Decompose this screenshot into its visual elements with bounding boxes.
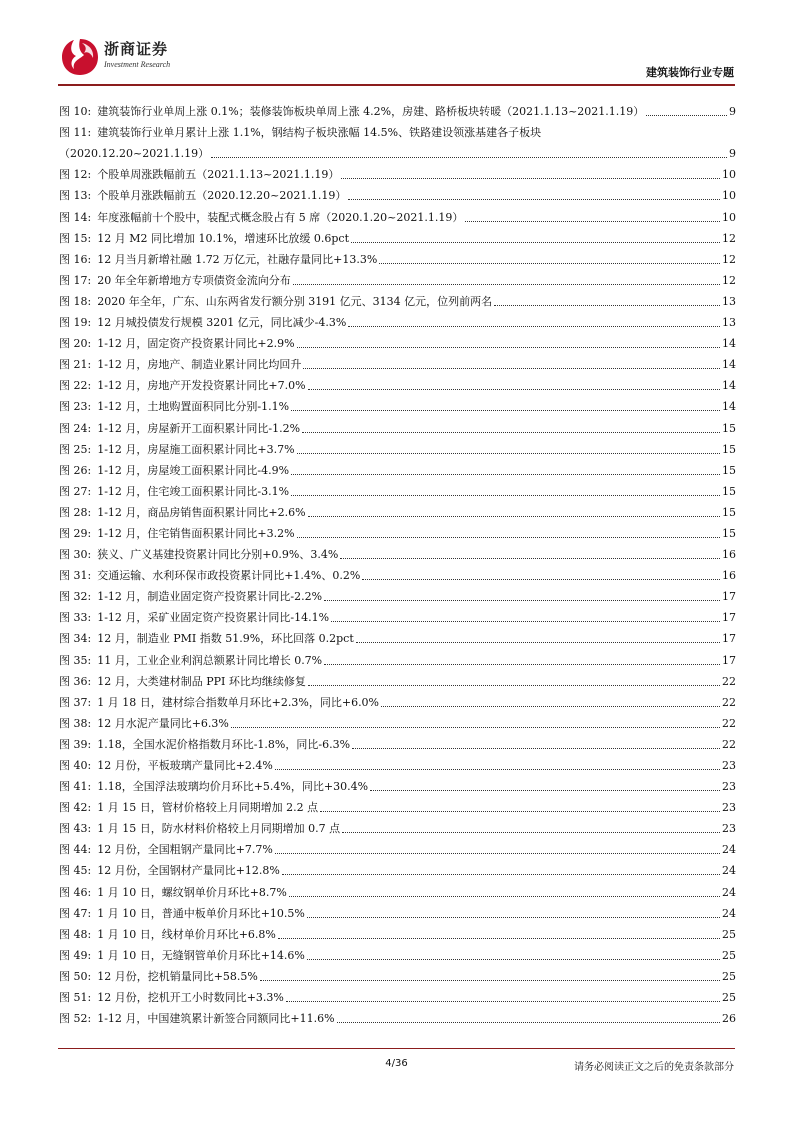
toc-page-number: 14 bbox=[722, 400, 736, 414]
toc-figure-title: 12 月，大类建材制品 PPI 环比均继续修复 bbox=[97, 674, 306, 688]
toc-figure-title: 1-12 月，房地产、制造业累计同比均回升 bbox=[97, 358, 302, 372]
toc-leader-dots bbox=[352, 748, 720, 749]
toc-figure-title: 1-12 月，房屋新开工面积累计同比-1.2% bbox=[97, 421, 301, 435]
toc-leader-dots bbox=[340, 558, 720, 559]
figure-table-of-contents bbox=[59, 98, 736, 1026]
toc-leader-dots bbox=[211, 157, 727, 158]
toc-figure-label: 图 44: bbox=[59, 843, 92, 857]
toc-leader-dots bbox=[381, 706, 720, 707]
toc-leader-dots bbox=[289, 896, 720, 897]
toc-page-number: 9 bbox=[729, 105, 736, 119]
toc-figure-label: 图 24: bbox=[59, 421, 92, 435]
toc-figure-title: 1-12 月，住宅竣工面积累计同比-3.1% bbox=[97, 484, 290, 498]
toc-entry[interactable] bbox=[59, 436, 736, 457]
toc-figure-label: 图 36: bbox=[59, 674, 92, 688]
toc-figure-label: 图 37: bbox=[59, 695, 92, 709]
toc-figure-label: 图 32: bbox=[59, 590, 92, 604]
toc-entry[interactable] bbox=[59, 836, 736, 857]
toc-entry[interactable] bbox=[59, 414, 736, 435]
toc-page-number: 25 bbox=[722, 991, 736, 1005]
toc-figure-title: 个股单周涨跌幅前五（2021.1.13~2021.1.19） bbox=[97, 168, 340, 182]
toc-figure-label: 图 39: bbox=[59, 737, 92, 751]
toc-figure-label: 图 11: bbox=[59, 126, 92, 140]
toc-figure-label: 图 31: bbox=[59, 569, 92, 583]
toc-page-number: 14 bbox=[722, 337, 736, 351]
toc-figure-title: 12 月城投债发行规模 3201 亿元，同比减少-4.3% bbox=[97, 316, 347, 330]
toc-figure-label: 图 33: bbox=[59, 611, 92, 625]
toc-page-number: 17 bbox=[722, 611, 736, 625]
toc-page-number: 22 bbox=[722, 716, 736, 730]
toc-figure-title: 年度涨幅前十个股中，装配式概念股占有 5 席（2020.1.20~2021.1.19） bbox=[97, 210, 464, 224]
toc-figure-title: 1-12 月，制造业固定资产投资累计同比-2.2% bbox=[97, 590, 323, 604]
report-title: 建筑装饰行业专题 bbox=[646, 66, 734, 79]
toc-page-number: 26 bbox=[722, 1012, 736, 1026]
disclaimer-note: 请务必阅读正文之后的免责条款部分 bbox=[574, 1062, 734, 1073]
toc-figure-label: 图 42: bbox=[59, 801, 92, 815]
toc-leader-dots bbox=[307, 917, 720, 918]
toc-figure-title: 12 月 M2 同比增加 10.1%，增速环比放缓 0.6pct bbox=[97, 231, 350, 245]
toc-entry[interactable] bbox=[59, 773, 736, 794]
toc-figure-label: 图 25: bbox=[59, 442, 92, 456]
toc-page-number: 22 bbox=[722, 674, 736, 688]
toc-figure-title: 1-12 月，房屋施工面积累计同比+3.7% bbox=[97, 442, 295, 456]
toc-figure-title: 1 月 15 日，管材价格较上月同期增加 2.2 点 bbox=[97, 801, 319, 815]
toc-leader-dots bbox=[286, 1001, 720, 1002]
toc-leader-dots bbox=[282, 874, 720, 875]
toc-figure-label: 图 45: bbox=[59, 864, 92, 878]
toc-figure-label: 图 22: bbox=[59, 379, 92, 393]
toc-figure-title: （2020.12.20~2021.1.19） bbox=[59, 147, 210, 161]
toc-entry[interactable] bbox=[59, 98, 736, 119]
toc-entry[interactable] bbox=[59, 161, 736, 182]
toc-leader-dots bbox=[351, 242, 720, 243]
toc-page-number: 12 bbox=[722, 231, 736, 245]
toc-figure-label: 图 19: bbox=[59, 316, 92, 330]
toc-page-number: 10 bbox=[722, 189, 736, 203]
toc-page-number: 17 bbox=[722, 632, 736, 646]
toc-entry[interactable] bbox=[59, 731, 736, 752]
toc-leader-dots bbox=[260, 980, 720, 981]
toc-figure-title: 1-12 月，土地购置面积同比分别-1.1% bbox=[97, 400, 290, 414]
toc-entry[interactable] bbox=[59, 1005, 736, 1026]
toc-figure-label: 图 28: bbox=[59, 505, 92, 519]
toc-entry[interactable] bbox=[59, 921, 736, 942]
toc-figure-title: 12 月当月新增社融 1.72 万亿元，社融存量同比+13.3% bbox=[97, 252, 378, 266]
toc-figure-label: 图 16: bbox=[59, 252, 92, 266]
toc-leader-dots bbox=[341, 178, 720, 179]
logo-emblem-icon bbox=[60, 37, 100, 77]
toc-page-number: 24 bbox=[722, 843, 736, 857]
toc-figure-title: 12 月份，挖机销量同比+58.5% bbox=[97, 969, 258, 983]
footer-divider bbox=[58, 1048, 735, 1049]
toc-figure-label: 图 17: bbox=[59, 273, 92, 287]
toc-page-number: 24 bbox=[722, 885, 736, 899]
toc-figure-title: 1-12 月，固定资产投资累计同比+2.9% bbox=[97, 337, 295, 351]
toc-leader-dots bbox=[278, 938, 720, 939]
toc-leader-dots bbox=[324, 600, 720, 601]
toc-entry[interactable] bbox=[59, 794, 736, 815]
toc-figure-label: 图 27: bbox=[59, 484, 92, 498]
toc-entry[interactable] bbox=[59, 330, 736, 351]
logo-text-cn: 浙商证券 bbox=[104, 40, 169, 58]
toc-entry[interactable] bbox=[59, 393, 736, 414]
toc-figure-title: 12 月，制造业 PMI 指数 51.9%，环比回落 0.2pct bbox=[97, 632, 354, 646]
toc-leader-dots bbox=[297, 537, 720, 538]
toc-figure-title: 建筑装饰行业单周上涨 0.1%；装修装饰板块单周上涨 4.2%，房建、路桥板块转暖（2021.1.13~2021.1.19） bbox=[97, 105, 645, 119]
toc-entry[interactable] bbox=[59, 520, 736, 541]
toc-figure-label: 图 49: bbox=[59, 948, 92, 962]
toc-figure-label: 图 10: bbox=[59, 105, 92, 119]
toc-leader-dots bbox=[370, 790, 720, 791]
toc-page-number: 25 bbox=[722, 948, 736, 962]
toc-entry[interactable] bbox=[59, 119, 736, 140]
toc-figure-title: 1.18，全国浮法玻璃均价月环比+5.4%，同比+30.4% bbox=[97, 780, 369, 794]
toc-leader-dots bbox=[307, 959, 720, 960]
toc-leader-dots bbox=[308, 389, 720, 390]
toc-page-number: 25 bbox=[722, 969, 736, 983]
toc-leader-dots bbox=[337, 1022, 720, 1023]
toc-entry[interactable] bbox=[59, 457, 736, 478]
toc-page-number: 15 bbox=[722, 526, 736, 540]
toc-figure-label: 图 13: bbox=[59, 189, 92, 203]
toc-figure-title: 1 月 10 日，线材单价月环比+6.8% bbox=[97, 927, 276, 941]
toc-leader-dots bbox=[362, 579, 720, 580]
toc-figure-label: 图 47: bbox=[59, 906, 92, 920]
toc-figure-title: 1.18，全国水泥价格指数月环比-1.8%，同比-6.3% bbox=[97, 737, 351, 751]
toc-figure-title: 1-12 月，房屋竣工面积累计同比-4.9% bbox=[97, 463, 290, 477]
toc-page-number: 16 bbox=[722, 548, 736, 562]
toc-entry[interactable] bbox=[59, 203, 736, 224]
toc-page-number: 17 bbox=[722, 653, 736, 667]
toc-figure-title: 20 年全年新增地方专项债资金流向分布 bbox=[97, 273, 291, 287]
logo-text-en: Investment Research bbox=[104, 60, 171, 69]
company-logo bbox=[60, 35, 180, 79]
toc-page-number: 12 bbox=[722, 273, 736, 287]
toc-entry[interactable] bbox=[59, 604, 736, 625]
toc-page-number: 13 bbox=[722, 316, 736, 330]
page-number: 4/36 bbox=[385, 1058, 408, 1069]
toc-figure-label: 图 30: bbox=[59, 548, 92, 562]
toc-figure-title: 建筑装饰行业单月累计上涨 1.1%，钢结构子板块涨幅 14.5%、铁路建设领涨基建各子板块 bbox=[97, 126, 542, 140]
toc-page-number: 15 bbox=[722, 421, 736, 435]
toc-page-number: 25 bbox=[722, 927, 736, 941]
toc-figure-label: 图 52: bbox=[59, 1012, 92, 1026]
toc-figure-title: 12 月份，全国粗钢产量同比+7.7% bbox=[97, 843, 273, 857]
toc-entry[interactable] bbox=[59, 752, 736, 773]
toc-page-number: 15 bbox=[722, 463, 736, 477]
toc-entry[interactable] bbox=[59, 246, 736, 267]
toc-entry[interactable] bbox=[59, 562, 736, 583]
toc-page-number: 23 bbox=[722, 780, 736, 794]
toc-leader-dots bbox=[331, 621, 720, 622]
toc-figure-title: 个股单月涨跌幅前五（2020.12.20~2021.1.19） bbox=[97, 189, 347, 203]
toc-page-number: 23 bbox=[722, 801, 736, 815]
toc-figure-title: 1-12 月，住宅销售面积累计同比+3.2% bbox=[97, 526, 295, 540]
toc-leader-dots bbox=[291, 495, 720, 496]
toc-page-number: 9 bbox=[729, 147, 736, 161]
toc-leader-dots bbox=[348, 199, 720, 200]
toc-leader-dots bbox=[308, 516, 720, 517]
toc-leader-dots bbox=[646, 115, 727, 116]
toc-figure-label: 图 23: bbox=[59, 400, 92, 414]
toc-entry[interactable] bbox=[59, 225, 736, 246]
toc-figure-title: 狭义、广义基建投资累计同比分别+0.9%、3.4% bbox=[97, 548, 339, 562]
toc-leader-dots bbox=[297, 347, 720, 348]
toc-entry[interactable] bbox=[59, 878, 736, 899]
toc-figure-title: 12 月份，全国钢材产量同比+12.8% bbox=[97, 864, 280, 878]
toc-leader-dots bbox=[231, 727, 720, 728]
toc-page-number: 12 bbox=[722, 252, 736, 266]
toc-figure-label: 图 48: bbox=[59, 927, 92, 941]
toc-figure-label: 图 34: bbox=[59, 632, 92, 646]
toc-entry[interactable] bbox=[59, 625, 736, 646]
toc-leader-dots bbox=[324, 664, 720, 665]
toc-entry[interactable] bbox=[59, 583, 736, 604]
toc-figure-title: 12 月水泥产量同比+6.3% bbox=[97, 716, 229, 730]
toc-leader-dots bbox=[494, 305, 720, 306]
toc-page-number: 23 bbox=[722, 759, 736, 772]
toc-leader-dots bbox=[348, 326, 720, 327]
toc-page-number: 23 bbox=[722, 822, 736, 836]
toc-leader-dots bbox=[356, 642, 720, 643]
toc-entry[interactable] bbox=[59, 646, 736, 667]
toc-page-number: 13 bbox=[722, 294, 736, 308]
toc-entry[interactable] bbox=[59, 372, 736, 393]
toc-figure-label: 图 46: bbox=[59, 885, 92, 899]
toc-leader-dots bbox=[308, 685, 720, 686]
toc-entry[interactable] bbox=[59, 499, 736, 520]
toc-entry[interactable] bbox=[59, 668, 736, 689]
toc-figure-title: 1-12 月，房地产开发投资累计同比+7.0% bbox=[97, 379, 306, 393]
toc-figure-label: 图 20: bbox=[59, 337, 92, 351]
toc-leader-dots bbox=[297, 453, 720, 454]
toc-leader-dots bbox=[291, 410, 720, 411]
toc-page-number: 16 bbox=[722, 569, 736, 583]
toc-figure-label: 图 38: bbox=[59, 716, 92, 730]
toc-page-number: 15 bbox=[722, 442, 736, 456]
toc-figure-title: 1 月 15 日，防水材料价格较上月同期增加 0.7 点 bbox=[97, 822, 341, 836]
toc-entry[interactable] bbox=[59, 984, 736, 1005]
toc-page-number: 24 bbox=[722, 906, 736, 920]
toc-leader-dots bbox=[342, 832, 720, 833]
toc-figure-title: 1 月 18 日，建材综合指数单月环比+2.3%，同比+6.0% bbox=[97, 695, 380, 709]
toc-figure-label: 图 50: bbox=[59, 969, 92, 983]
toc-page-number: 15 bbox=[722, 505, 736, 519]
toc-page-number: 22 bbox=[722, 737, 736, 751]
toc-leader-dots bbox=[293, 284, 720, 285]
toc-leader-dots bbox=[379, 263, 720, 264]
toc-leader-dots bbox=[291, 474, 720, 475]
toc-page-number: 14 bbox=[722, 358, 736, 372]
toc-figure-title: 11 月，工业企业利润总额累计同比增长 0.7% bbox=[97, 653, 323, 667]
toc-page-number: 10 bbox=[722, 168, 736, 182]
toc-entry[interactable] bbox=[59, 351, 736, 372]
toc-figure-title: 12 月份，挖机开工小时数同比+3.3% bbox=[97, 991, 284, 1005]
toc-leader-dots bbox=[275, 853, 720, 854]
toc-entry[interactable] bbox=[59, 857, 736, 878]
toc-entry[interactable] bbox=[59, 815, 736, 836]
toc-figure-title: 1 月 10 日，普通中板单价月环比+10.5% bbox=[97, 906, 305, 920]
toc-entry[interactable] bbox=[59, 309, 736, 330]
toc-leader-dots bbox=[302, 432, 720, 433]
toc-figure-title: 交通运输、水利环保市政投资累计同比+1.4%、0.2% bbox=[97, 569, 361, 583]
toc-entry[interactable] bbox=[59, 267, 736, 288]
toc-entry[interactable] bbox=[59, 710, 736, 731]
toc-figure-title: 1 月 10 日，无缝钢管单价月环比+14.6% bbox=[97, 948, 305, 962]
toc-figure-label: 图 51: bbox=[59, 991, 92, 1005]
toc-figure-label: 图 14: bbox=[59, 210, 92, 224]
toc-figure-title: 12 月份，平板玻璃产量同比+2.4% bbox=[97, 759, 273, 772]
toc-figure-label: 图 26: bbox=[59, 463, 92, 477]
toc-figure-label: 图 21: bbox=[59, 358, 92, 372]
toc-leader-dots bbox=[320, 811, 720, 812]
toc-page-number: 15 bbox=[722, 484, 736, 498]
toc-page-number: 17 bbox=[722, 590, 736, 604]
toc-entry[interactable] bbox=[59, 478, 736, 499]
toc-leader-dots bbox=[275, 769, 720, 770]
toc-figure-title: 1-12 月，采矿业固定资产投资累计同比-14.1% bbox=[97, 611, 330, 625]
toc-entry[interactable] bbox=[59, 541, 736, 562]
toc-page-number: 14 bbox=[722, 379, 736, 393]
toc-figure-title: 1-12 月，商品房销售面积累计同比+2.6% bbox=[97, 505, 306, 519]
toc-figure-label: 图 40: bbox=[59, 759, 92, 772]
toc-entry[interactable] bbox=[59, 963, 736, 984]
toc-entry[interactable] bbox=[59, 900, 736, 921]
header-divider bbox=[58, 84, 735, 86]
toc-entry[interactable] bbox=[59, 140, 736, 161]
toc-entry[interactable] bbox=[59, 182, 736, 203]
toc-page-number: 10 bbox=[722, 210, 736, 224]
toc-figure-title: 1 月 10 日，螺纹钢单价月环比+8.7% bbox=[97, 885, 287, 899]
toc-figure-label: 图 35: bbox=[59, 653, 92, 667]
toc-figure-title: 2020 年全年，广东、山东两省发行额分别 3191 亿元、3134 亿元，位列前两名 bbox=[97, 294, 493, 308]
toc-figure-label: 图 18: bbox=[59, 294, 92, 308]
toc-figure-label: 图 43: bbox=[59, 822, 92, 836]
toc-figure-label: 图 29: bbox=[59, 526, 92, 540]
toc-entry[interactable] bbox=[59, 288, 736, 309]
toc-leader-dots bbox=[303, 368, 720, 369]
toc-entry[interactable] bbox=[59, 689, 736, 710]
toc-figure-label: 图 41: bbox=[59, 780, 92, 794]
toc-figure-title: 1-12 月，中国建筑累计新签合同额同比+11.6% bbox=[97, 1012, 335, 1026]
toc-figure-label: 图 15: bbox=[59, 231, 92, 245]
toc-leader-dots bbox=[465, 221, 720, 222]
toc-figure-label: 图 12: bbox=[59, 168, 92, 182]
toc-page-number: 24 bbox=[722, 864, 736, 878]
toc-page-number: 22 bbox=[722, 695, 736, 709]
toc-entry[interactable] bbox=[59, 942, 736, 963]
